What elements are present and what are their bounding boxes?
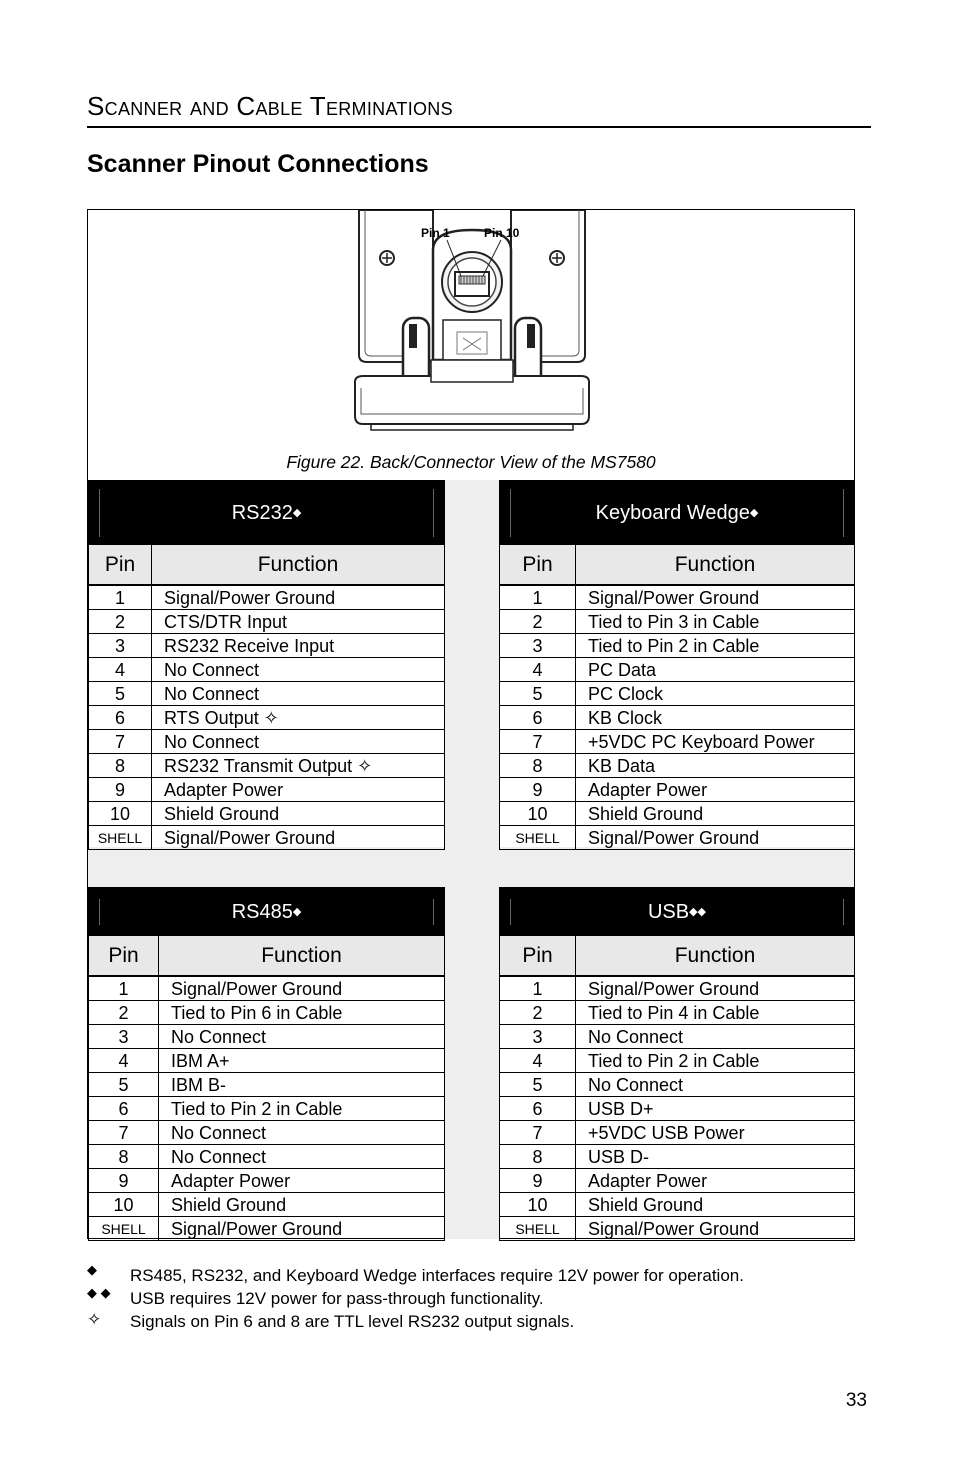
function-cell: PC Data — [576, 658, 855, 682]
function-cell: Signal/Power Ground — [152, 826, 445, 850]
table-row — [89, 1049, 445, 1073]
pin-cell: 7 — [89, 1121, 159, 1145]
function-cell: No Connect — [152, 730, 445, 754]
rs485-title: RS485 — [231, 900, 293, 923]
function-cell: Signal/Power Ground — [152, 585, 445, 610]
function-cell: USB D+ — [576, 1097, 855, 1121]
pin-cell: 6 — [500, 1097, 576, 1121]
function-cell: +5VDC PC Keyboard Power — [576, 730, 855, 754]
function-cell: IBM B- — [159, 1073, 445, 1097]
function-cell: Tied to Pin 2 in Cable — [576, 1049, 855, 1073]
pin-cell: 4 — [89, 1049, 159, 1073]
usb-title-cell — [500, 888, 855, 936]
table-gutter-top — [445, 480, 499, 847]
function-cell: Tied to Pin 2 in Cable — [576, 634, 855, 658]
pin-cell: 3 — [89, 634, 152, 658]
table-row — [500, 1001, 855, 1025]
table-row — [500, 1097, 855, 1121]
function-cell: Adapter Power — [576, 1169, 855, 1193]
table-row — [500, 585, 855, 610]
function-cell: Tied to Pin 4 in Cable — [576, 1001, 855, 1025]
table-row — [89, 754, 445, 778]
rs232-col-pin: Pin — [89, 545, 152, 586]
function-cell: No Connect — [159, 1025, 445, 1049]
function-cell: RS232 Transmit Output ✧ — [152, 754, 445, 778]
pin-cell: 7 — [500, 1121, 576, 1145]
rs232-rows — [89, 585, 445, 850]
function-cell: CTS/DTR Input — [152, 610, 445, 634]
table-row — [89, 1169, 445, 1193]
function-cell: RTS Output ✧ — [152, 706, 445, 730]
table-gutter-bottom — [445, 887, 499, 1239]
function-cell: Shield Ground — [159, 1193, 445, 1217]
section-header — [87, 90, 871, 128]
usb-mark: ◆◆ — [689, 905, 707, 918]
function-cell: Tied to Pin 6 in Cable — [159, 1001, 445, 1025]
pin-cell: 8 — [500, 1145, 576, 1169]
table-row — [500, 658, 855, 682]
function-cell: Adapter Power — [152, 778, 445, 802]
table-row — [500, 634, 855, 658]
footnotes — [87, 1264, 887, 1333]
table-row — [500, 682, 855, 706]
pin10-label: Pin 10 — [484, 226, 520, 240]
table-row — [500, 976, 855, 1001]
page-number: 33 — [845, 1390, 867, 1411]
rs232-col-function: Function — [152, 545, 445, 586]
table-row — [500, 706, 855, 730]
pin-cell: 10 — [500, 1193, 576, 1217]
pin-cell: 10 — [500, 802, 576, 826]
function-cell: +5VDC USB Power — [576, 1121, 855, 1145]
rs232-title: RS232 — [231, 501, 293, 524]
footnote-symbol: ✧ — [87, 1310, 102, 1329]
pin-cell: 6 — [89, 1097, 159, 1121]
function-cell: No Connect — [576, 1025, 855, 1049]
table-row — [89, 706, 445, 730]
table-row — [89, 976, 445, 1001]
function-cell: No Connect — [159, 1145, 445, 1169]
rs485-col-function: Function — [159, 936, 445, 977]
usb-col-function: Function — [576, 936, 855, 977]
table-row — [89, 1217, 445, 1241]
rs232-title-cell — [89, 481, 445, 545]
footnote-text: USB requires 12V power for pass-through functionality. — [130, 1289, 544, 1308]
table-row — [500, 1025, 855, 1049]
table-row — [500, 730, 855, 754]
function-cell: KB Clock — [576, 706, 855, 730]
pin-cell: 5 — [500, 1073, 576, 1097]
footnote-symbol: ◆ — [87, 1262, 97, 1277]
table-row — [89, 1193, 445, 1217]
pin-cell: 5 — [500, 682, 576, 706]
table-row — [89, 1121, 445, 1145]
footnote-text: Signals on Pin 6 and 8 are TTL level RS232 output signals. — [130, 1312, 575, 1331]
pin-cell: 5 — [89, 682, 152, 706]
pin-cell: 8 — [89, 1145, 159, 1169]
table-row — [89, 778, 445, 802]
figure-caption: Figure 22. Back/Connector View of the MS7580 — [286, 452, 656, 472]
table-row — [500, 826, 855, 850]
pin-cell: 10 — [89, 802, 152, 826]
rs232-table — [88, 480, 445, 850]
pin-cell: 2 — [89, 610, 152, 634]
footnote — [87, 1310, 887, 1333]
function-cell: Signal/Power Ground — [576, 976, 855, 1001]
pin1-label: Pin 1 — [421, 226, 450, 240]
table-row — [500, 1073, 855, 1097]
pin-cell: 7 — [500, 730, 576, 754]
pin-cell: 3 — [500, 634, 576, 658]
table-row — [500, 1145, 855, 1169]
function-cell: Shield Ground — [576, 802, 855, 826]
function-cell: Tied to Pin 2 in Cable — [159, 1097, 445, 1121]
function-cell: KB Data — [576, 754, 855, 778]
page-title: Scanner Pinout Connections — [87, 150, 429, 178]
pin-cell: 9 — [500, 778, 576, 802]
function-cell: Signal/Power Ground — [576, 826, 855, 850]
pin-cell: 2 — [500, 610, 576, 634]
pin-cell: SHELL — [500, 1217, 576, 1241]
function-cell: Signal/Power Ground — [576, 1217, 855, 1241]
table-row — [500, 1049, 855, 1073]
pin-cell: SHELL — [89, 1217, 159, 1241]
footnote-text: RS485, RS232, and Keyboard Wedge interfaces require 12V power for operation. — [130, 1266, 744, 1285]
pin-cell: 9 — [89, 778, 152, 802]
footnote-symbol: ◆ ◆ — [87, 1285, 111, 1300]
table-row — [89, 802, 445, 826]
footnote — [87, 1264, 887, 1287]
function-cell: No Connect — [152, 658, 445, 682]
pin-cell: 6 — [500, 706, 576, 730]
table-row — [500, 1121, 855, 1145]
pin-cell: 2 — [89, 1001, 159, 1025]
table-row — [500, 754, 855, 778]
table-row — [89, 1001, 445, 1025]
pin-cell: 5 — [89, 1073, 159, 1097]
function-cell: Signal/Power Ground — [159, 1217, 445, 1241]
rs485-mark: ◆ — [292, 905, 302, 918]
table-row — [500, 1169, 855, 1193]
table-gap-band — [88, 847, 854, 887]
pin-cell: 4 — [500, 658, 576, 682]
function-cell: Adapter Power — [576, 778, 855, 802]
pin-cell: 4 — [89, 658, 152, 682]
table-row — [500, 1193, 855, 1217]
rs232-mark: ◆ — [292, 506, 302, 519]
table-row — [89, 1145, 445, 1169]
function-cell: Shield Ground — [576, 1193, 855, 1217]
keyboard-wedge-mark: ◆ — [749, 506, 759, 519]
rs485-rows — [89, 976, 445, 1241]
keyboard-wedge-title-cell — [500, 481, 855, 545]
table-row — [89, 1097, 445, 1121]
table-row — [89, 585, 445, 610]
figure-area — [88, 210, 854, 480]
keyboard-wedge-rows — [500, 585, 855, 850]
pin-cell: 7 — [89, 730, 152, 754]
pin-cell: SHELL — [89, 826, 152, 850]
pin-cell: 1 — [89, 976, 159, 1001]
table-row — [89, 730, 445, 754]
table-row — [500, 802, 855, 826]
pin-cell: 8 — [500, 754, 576, 778]
function-cell: No Connect — [152, 682, 445, 706]
function-cell: USB D- — [576, 1145, 855, 1169]
function-cell: Signal/Power Ground — [576, 585, 855, 610]
keyboard-wedge-col-function: Function — [576, 545, 855, 586]
pinout-frame — [87, 209, 855, 1239]
function-cell: No Connect — [159, 1121, 445, 1145]
scanner-back-view-illustration — [351, 210, 593, 435]
table-row — [89, 1025, 445, 1049]
usb-col-pin: Pin — [500, 936, 576, 977]
pin-cell: 9 — [500, 1169, 576, 1193]
keyboard-wedge-table — [499, 480, 855, 850]
function-cell: PC Clock — [576, 682, 855, 706]
rs485-title-cell — [89, 888, 445, 936]
function-cell: Shield Ground — [152, 802, 445, 826]
usb-title: USB — [647, 900, 690, 923]
usb-table — [499, 887, 855, 1241]
rs485-table — [88, 887, 445, 1241]
function-cell: IBM A+ — [159, 1049, 445, 1073]
function-cell: Adapter Power — [159, 1169, 445, 1193]
pin-cell: 3 — [89, 1025, 159, 1049]
pin-cell: 10 — [89, 1193, 159, 1217]
pin-cell: 1 — [500, 976, 576, 1001]
table-row — [500, 1217, 855, 1241]
section-header-text: Scanner and Cable Terminations — [87, 91, 453, 121]
rs485-col-pin: Pin — [89, 936, 159, 977]
function-cell: RS232 Receive Input — [152, 634, 445, 658]
pin-cell: 2 — [500, 1001, 576, 1025]
pin-cell: 1 — [89, 585, 152, 610]
table-row — [500, 610, 855, 634]
pin-cell: 6 — [89, 706, 152, 730]
function-cell: No Connect — [576, 1073, 855, 1097]
function-cell: Tied to Pin 3 in Cable — [576, 610, 855, 634]
pin-cell: 3 — [500, 1025, 576, 1049]
footnote — [87, 1287, 887, 1310]
pin-cell: 8 — [89, 754, 152, 778]
pin-cell: SHELL — [500, 826, 576, 850]
table-row — [89, 682, 445, 706]
pin-cell: 9 — [89, 1169, 159, 1193]
usb-rows — [500, 976, 855, 1241]
function-cell: Signal/Power Ground — [159, 976, 445, 1001]
table-row — [89, 658, 445, 682]
table-row — [89, 634, 445, 658]
table-row — [89, 610, 445, 634]
keyboard-wedge-col-pin: Pin — [500, 545, 576, 586]
table-row — [89, 1073, 445, 1097]
table-row — [500, 778, 855, 802]
keyboard-wedge-title: Keyboard Wedge — [595, 501, 750, 524]
pin-cell: 1 — [500, 585, 576, 610]
table-row — [89, 826, 445, 850]
pin-cell: 4 — [500, 1049, 576, 1073]
